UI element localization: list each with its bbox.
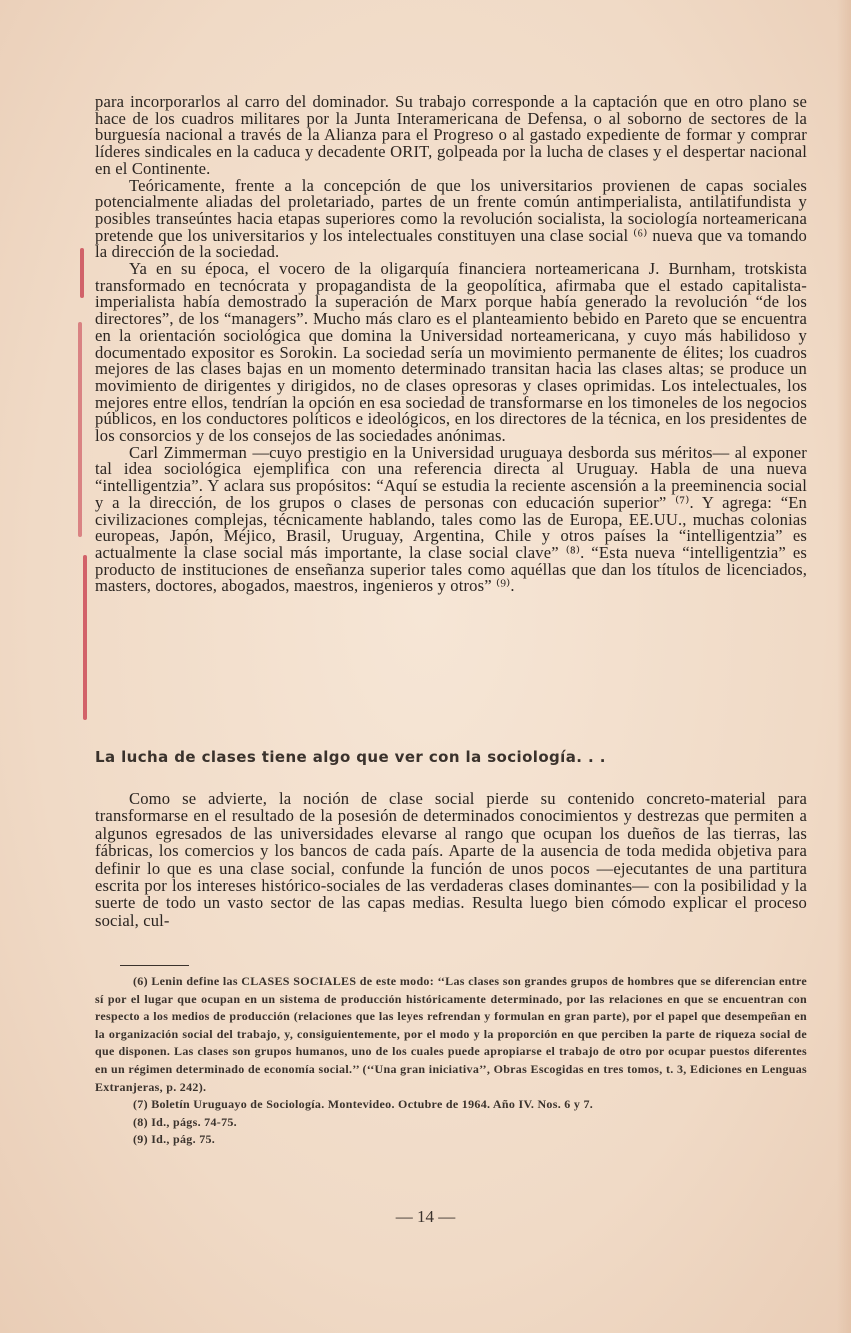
footnote-8: (8) Id., págs. 74-75.	[133, 1114, 237, 1129]
paragraph-4: Carl Zimmerman —cuyo prestigio en la Universidad uruguaya desborda sus méritos— al exponer tal idea sociológica ejemplifica con una referencia directa al Uruguay. Habla de una nueva “intelligentzia”. Y aclara sus propósitos: “Aquí se estudia la reciente ascensión a la preeminencia social y a la dirección, de los grupos o clases de personas con educación superior” ⁽⁷⁾. Y agrega: “En civilizaciones complejas, técnicamente hablando, tales como las de Europa, EE.UU., muchas colonias europeas, Japón, Méjico, Brasil, Uruguay, Argentina, Chile y otros países la “intelligentzia” es actualmente la clase social más importante, la clase social clave” ⁽⁸⁾. “Esta nueva “intelligentzia” es producto de instituciones de enseñanza superior tales como aquéllas que dan los títulos de licenciados, masters, doctores, abogados, maestros, ingenieros y otros” ⁽⁹⁾.	[95, 442, 807, 596]
paragraph-3: Ya en su época, el vocero de la oligarquía financiera norteamericana J. Burnham, trotskista transformado en tecnócrata y propagandista de la geopolítica, afirmaba que el estado capitalista-imperialista había demostrado la superación de Marx porque había generado la revolución “de los directores”, de los “managers”. Mucho más claro es el planteamiento bebido en Pareto que se encuentra en la orientación sociológica que domina la Universidad norteamericana, y cuyo más habilidoso y documentado expositor es Sorokin. La sociedad sería un movimiento permanente de élites; los cuadros mejores de las clases bajas en un momento determinado transitan hacia las clases altas; se produce un movimiento de dirigentes y dirigidos, no de clases opresoras y clases oprimidas. Los intelectuales, los mejores entre ellos, tendrían la opción en esa sociedad de transformarse en los timoneles de los negocios públicos, en los conductores políticos e ideológicos, en los directores de la técnica, en los presidentes de los consorcios y de los consejos de las sociedades anónimas.	[95, 259, 807, 446]
footnote-7: (7) Boletín Uruguayo de Sociología. Montevideo. Octubre de 1964. Año IV. Nos. 6 y 7.	[133, 1097, 594, 1112]
margin-mark-1	[80, 248, 84, 298]
footnote-rule	[120, 965, 189, 966]
section-heading: La lucha de clases tiene algo que ver con la sociología. . .	[95, 748, 606, 766]
footnote-6: (6) Lenin define las CLASES SOCIALES de este modo: ‘‘Las clases son grandes grupos de hombres que se diferencian entre sí por el lugar que ocupan en un sistema de producción históricamente determinado, por las relaciones en que se encuentran con respecto a los medios de producción (relaciones que las leyes refrendan y formulan en gran parte), por el papel que desempeñan en la organización social del trabajo, y, consiguientemente, por el modo y la proporción en que perciben la parte de riqueza social de que disponen. Las clases son grupos humanos, uno de los cuales puede apropiarse el trabajo de otro por ocupar puestos diferentes en un régimen determinado de economía social.’’ (‘‘Una gran iniciativa’’, Obras Escogidas en tres tomos, t. 3, Ediciones en Lenguas Extranjeras, p. 242).	[95, 974, 807, 1094]
body-text	[95, 94, 807, 595]
footnotes	[95, 973, 807, 1149]
margin-mark-2	[78, 322, 82, 537]
paragraph-1: para incorporarlos al carro del dominador. Su trabajo corresponde a la captación que en otro plano se hace de los cuadros militares por la Junta Interamericana de Defensa, o al soborno de sectores de la burguesía nacional a través de la Alianza para el Progreso o al gastado expediente de formar y comprar líderes sindicales en la caduca y decadente ORIT, golpeada por la lucha de clases y el despertar nacional en el Continente.	[95, 92, 807, 178]
footnote-9: (9) Id., pág. 75.	[133, 1132, 216, 1147]
page-number: — 14 —	[395, 1207, 456, 1226]
margin-mark-3	[83, 555, 87, 720]
section-paragraph: Como se advierte, la noción de clase social pierde su contenido concreto-material para transformarse en el resultado de la posesión de determinados conocimientos y destrezas que permiten a algunos egresados de las universidades elevarse al rango que ocupan los dueños de las tierras, las fábricas, los comercios y los bancos de cada país. Aparte de la ausencia de toda medida objetiva para definir lo que es una clase social, confunde la función de unos pocos —ejecutantes de una partitura escrita por los intereses histórico-sociales de las verdaderas clases dominantes— con la posibilidad y la suerte de todo un vasto sector de las capas medias. Resulta luego bien cómodo explicar el proceso social, cul-	[95, 789, 807, 930]
page-edge-shadow	[837, 0, 851, 1333]
paragraph-2: Teóricamente, frente a la concepción de que los universitarios provienen de capas sociales potencialmente aliadas del proletariado, partes de un frente común antimperialista, antilatifundista y posibles transeúntes hacia etapas superiores como la revolución socialista, la sociología norteamericana pretende que los universitarios y los intelectuales constituyen una clase social ⁽⁶⁾ nueva que va tomando la dirección de la sociedad.	[95, 175, 807, 262]
